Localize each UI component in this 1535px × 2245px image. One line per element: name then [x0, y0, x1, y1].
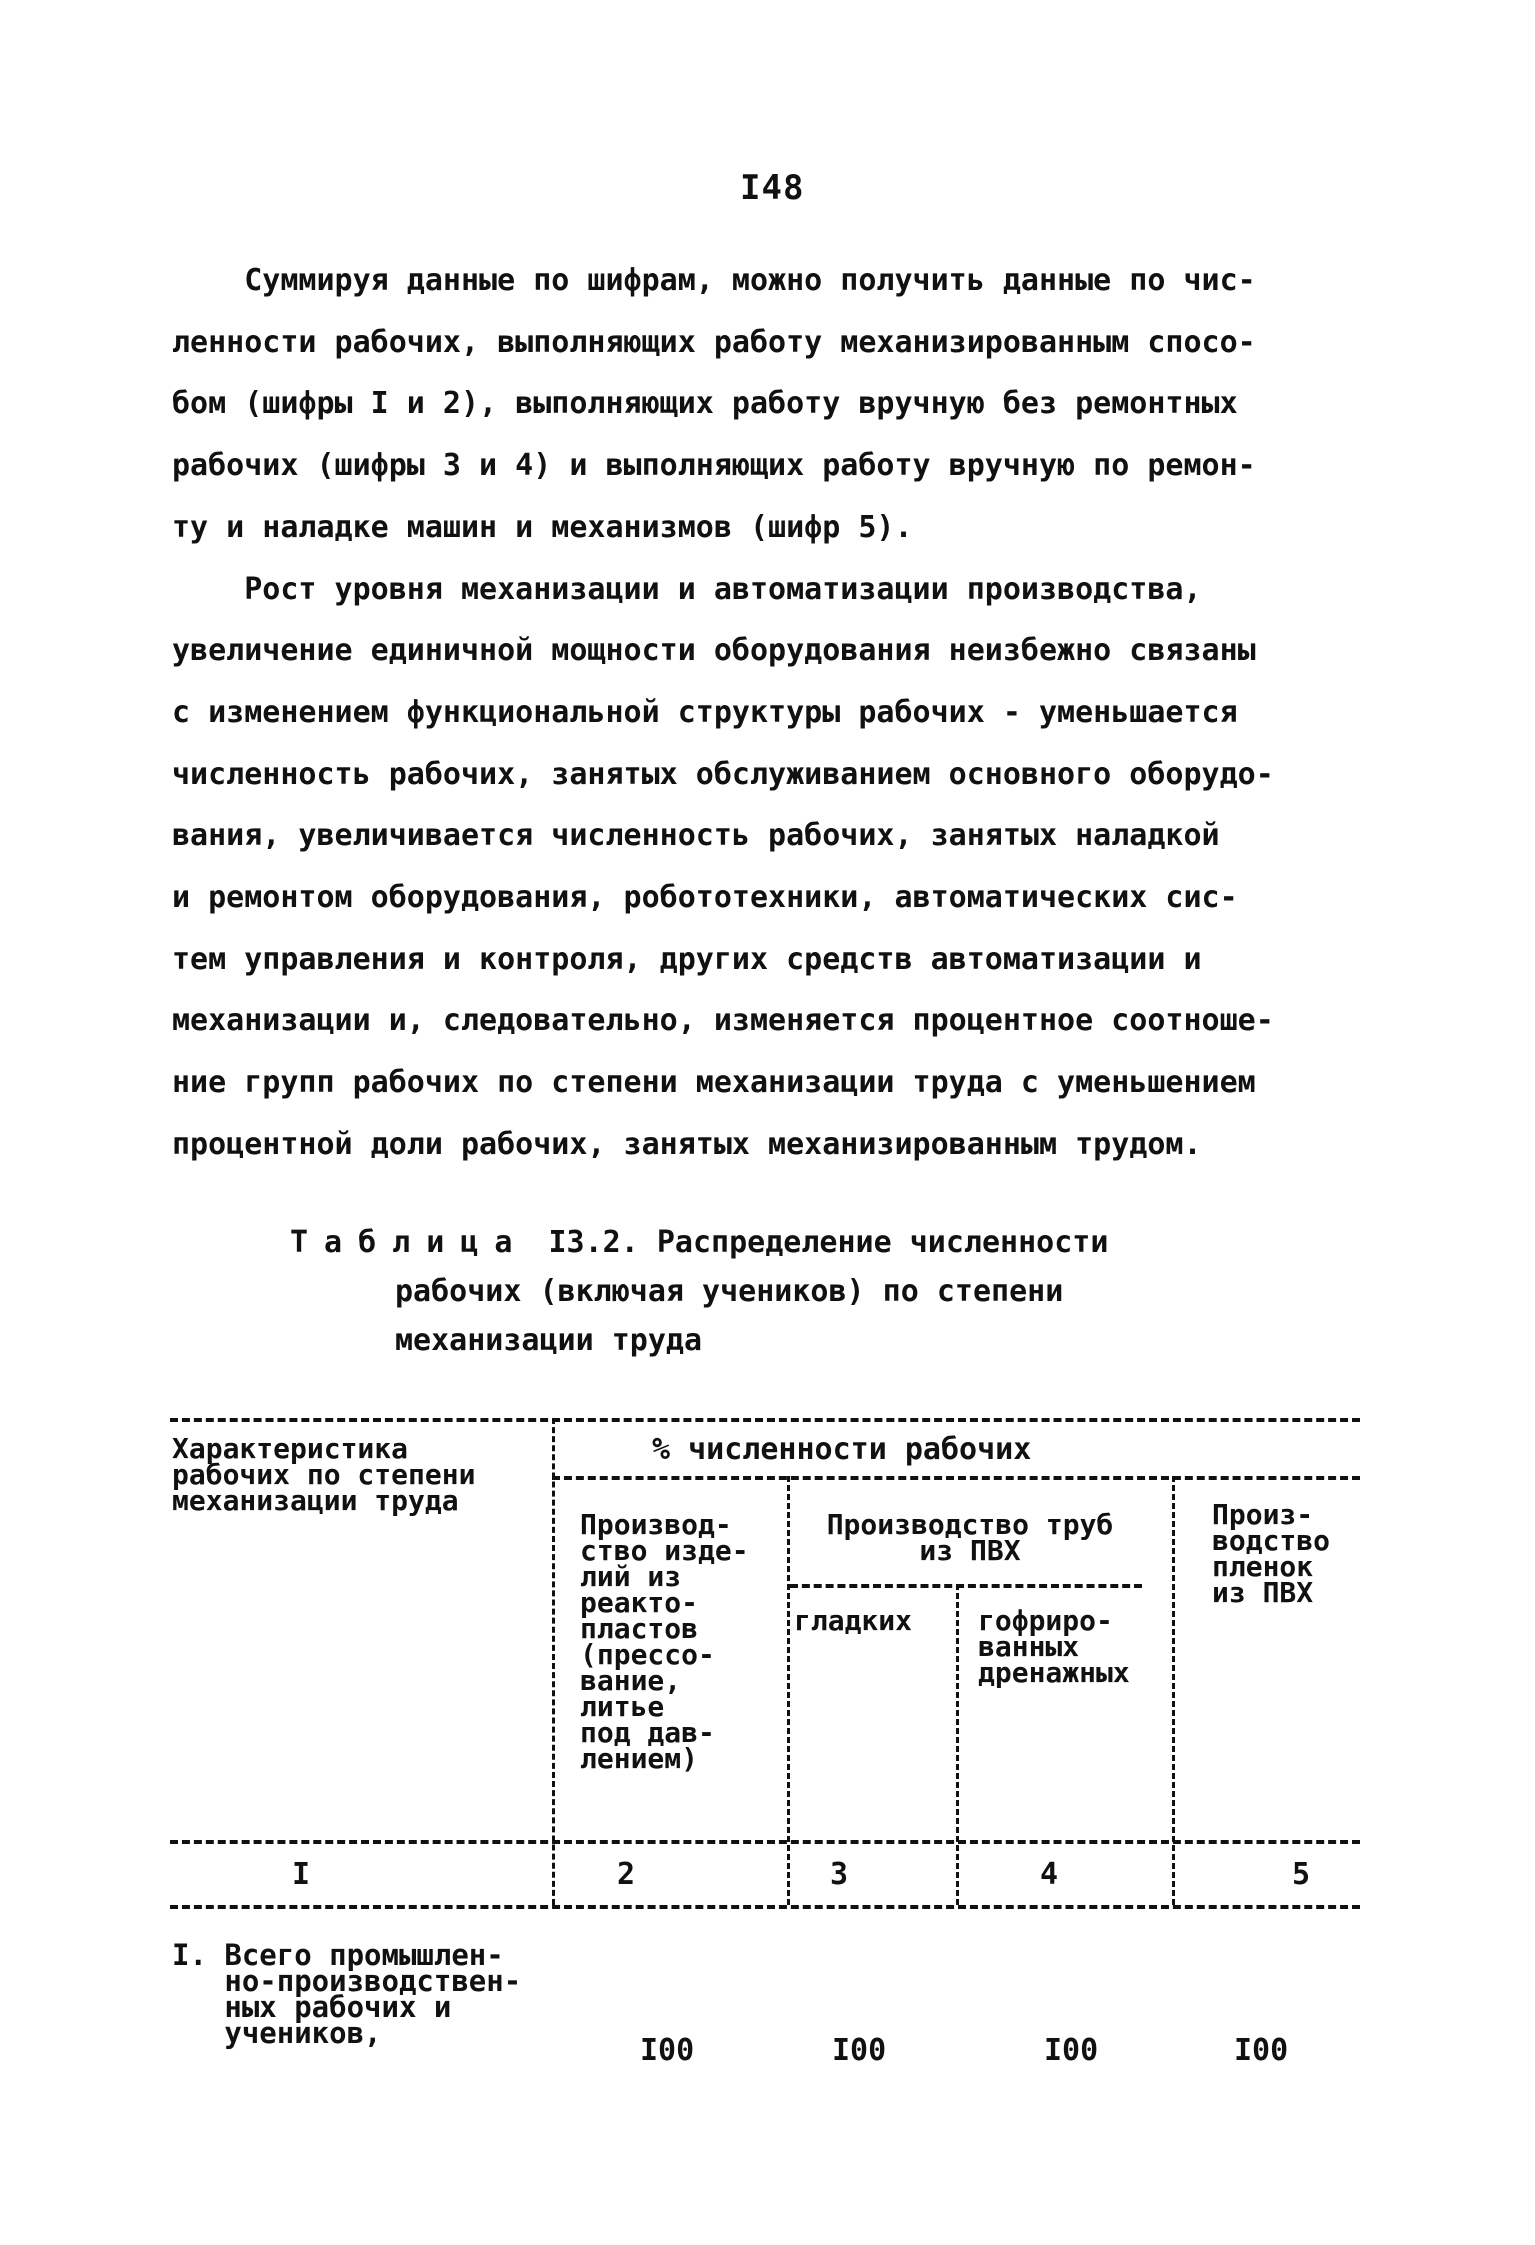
text-line: ту и наладке машин и механизмов (шифр 5). — [172, 509, 913, 545]
text-line: и ремонтом оборудования, робототехники, автоматических сис- — [172, 880, 1238, 916]
table-rule — [787, 1476, 790, 1905]
header-col2: Производ- ство изде- лий из реакто- пластов (прессо- вание, литье под дав- лением) — [580, 1508, 749, 1775]
text-line: механизации и, следовательно, изменяется процентное соотноше- — [172, 1003, 1274, 1039]
caption-label: Таблица — [290, 1225, 529, 1260]
col-number: 3 — [830, 1857, 849, 1892]
text-line: бом (шифры I и 2), выполняющих работу вручную без ремонтных — [172, 386, 1238, 422]
caption-text: I3.2. Распределение численности — [548, 1225, 1109, 1260]
text-line: ленности рабочих, выполняющих работу механизированным спосо- — [172, 324, 1256, 360]
body-text — [172, 250, 1357, 1176]
table-rule — [956, 1584, 959, 1905]
row-label: I. Всего промышлен- но-производствен- ных рабочих и учеников, — [172, 1938, 522, 2050]
header-pvx-group: Производство труб из ПВХ — [826, 1508, 1114, 1567]
table-caption — [290, 1218, 1108, 1365]
row-value: I00 — [1044, 2033, 1099, 2068]
col-number: 4 — [1040, 1857, 1059, 1892]
text-line: процентной доли рабочих, занятых механизированным трудом. — [172, 1126, 1202, 1162]
row-value: I00 — [640, 2033, 695, 2068]
text-line: Рост уровня механизации и автоматизации производства, — [172, 571, 1202, 607]
header-characteristic: Характеристика рабочих по степени механизации труда — [172, 1432, 476, 1517]
text-line: ние групп рабочих по степени механизации труда с уменьшением — [172, 1065, 1256, 1101]
paragraph-1 — [172, 250, 1357, 559]
text-line: рабочих (шифры 3 и 4) и выполняющих работу вручную по ремон- — [172, 448, 1256, 484]
text-line: численность рабочих, занятых обслуживанием основного оборудо- — [172, 756, 1274, 792]
table-rule — [552, 1418, 555, 1905]
caption-text: рабочих (включая учеников) по степени — [395, 1274, 1064, 1309]
text-line: с изменением функциональной структуры рабочих - уменьшается — [172, 694, 1238, 730]
table-rule — [552, 1476, 1360, 1480]
header-col3: гладких — [794, 1604, 913, 1637]
table-rule — [170, 1418, 1360, 1422]
table-rule — [170, 1905, 1360, 1909]
header-group-percent: % численности рабочих — [652, 1432, 1032, 1467]
paragraph-2 — [172, 559, 1357, 1176]
page-number: I48 — [740, 168, 805, 208]
header-col5: Произ- водство пленок из ПВХ — [1212, 1498, 1331, 1609]
header-col4: гофриро- ванных дренажных — [978, 1604, 1130, 1689]
caption-text: механизации труда — [395, 1323, 703, 1358]
row-value: I00 — [1234, 2033, 1289, 2068]
col-number: 5 — [1292, 1857, 1311, 1892]
table-rule — [170, 1840, 1360, 1844]
text-line: увеличение единичной мощности оборудования неизбежно связаны — [172, 633, 1256, 669]
row-value: I00 — [832, 2033, 887, 2068]
col-number: I — [292, 1857, 311, 1892]
text-line: Суммируя данные по шифрам, можно получить данные по чис- — [172, 263, 1256, 298]
text-line: тем управления и контроля, других средств автоматизации и — [172, 941, 1202, 977]
col-number: 2 — [617, 1857, 636, 1892]
table-rule — [1172, 1476, 1175, 1905]
text-line: вания, увеличивается численность рабочих, занятых наладкой — [172, 818, 1220, 854]
table-rule — [790, 1584, 1142, 1588]
